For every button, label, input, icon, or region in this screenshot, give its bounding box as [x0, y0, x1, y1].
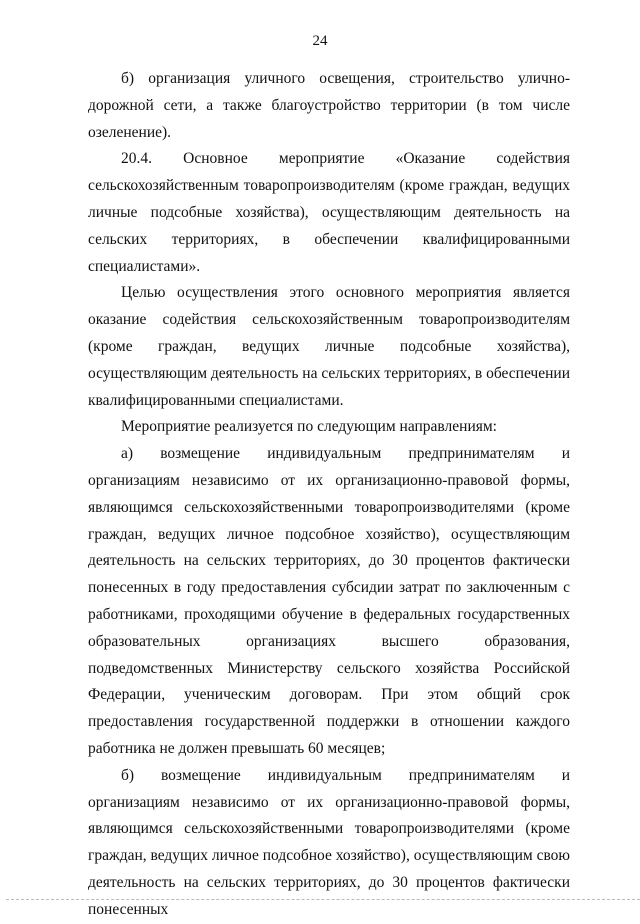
page-bottom-divider: [6, 899, 640, 900]
paragraph-b-street-lighting: б) организация уличного освещения, строительство улично-дорожной сети, а также благоустройство территории (в том числе озеленение).: [88, 70, 570, 141]
paragraph-b-reimbursement: б) возмещение индивидуальным предпринимателям и организациям независимо от их организационно-правовой формы, являющимся сельскохозяйственными товаропроизводителями (кроме граждан, ведущих личное подсобное хозяйство), осуществляющим свою деятельность на сельских территориях, до 30 процентов фактически понесенных: [88, 766, 570, 918]
page-number: 24: [312, 33, 328, 49]
document-body: [88, 66, 570, 924]
paragraph-20-4-heading: 20.4. Основное мероприятие «Оказание содействия сельскохозяйственным товаропроизводителям (кроме граждан, ведущих личные подсобные хозяйства), осуществляющим деятельность на сельских территориях, в обеспечении квалифицированными специалистами».: [88, 150, 570, 275]
paragraph-directions-intro: Мероприятие реализуется по следующим направлениям:: [121, 418, 497, 436]
paragraph-a-reimbursement: а) возмещение индивидуальным предпринимателям и организациям независимо от их организационно-правовой формы, являющимся сельскохозяйственными товаропроизводителями (кроме граждан, ведущих личное подсобное хозяйство), осуществляющим деятельность на сельских территориях, до 30 процентов фактически понесенных в году предоставления субсидии затрат по заключенным с работниками, проходящими обучение в федеральных государственных образовательных организациях высшего образования, подведомственных Министерству сельского хозяйства Российской Федерации, ученическим договорам. При этом общий срок предоставления государственной поддержки в отношении каждого работника не должен превышать 60 месяцев;: [88, 445, 570, 757]
paragraph-goal: Целью осуществления этого основного мероприятия является оказание содействия сельскохозяйственным товаропроизводителям (кроме граждан, ведущих личные подсобные хозяйства), осуществляющим деятельность на сельских территориях, в обеспечении квалифицированными специалистами.: [88, 284, 570, 409]
